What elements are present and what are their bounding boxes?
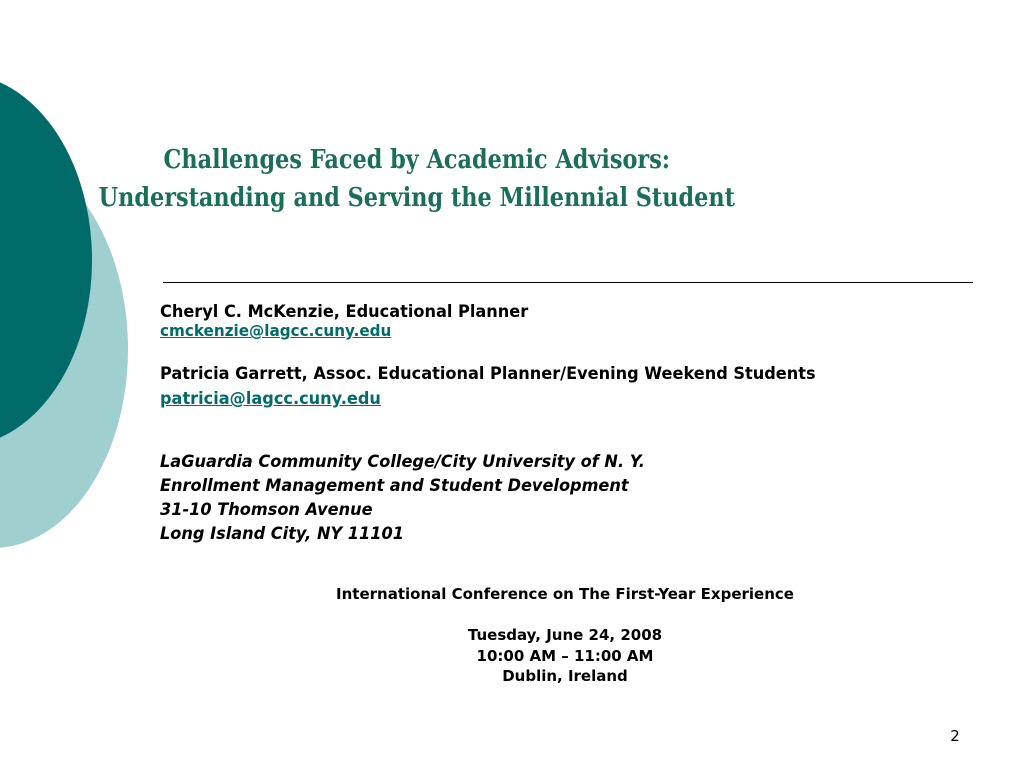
conference-details [240, 625, 890, 687]
title-line-2: Understanding and Serving the Millennial Student [98, 183, 735, 213]
horizontal-divider [163, 282, 973, 283]
address-line-4: Long Island City, NY 11101 [160, 524, 404, 544]
presenter-1-name-role: Cheryl C. McKenzie, Educational Planner [160, 302, 529, 322]
conference-date: Tuesday, June 24, 2008 [467, 626, 663, 644]
presenter-2-name-role: Patricia Garrett, Assoc. Educational Planner/Evening Weekend Students [160, 364, 816, 384]
presenter-1 [160, 302, 528, 340]
presenter-1-email-link[interactable]: cmckenzie@lagcc.cuny.edu [160, 321, 392, 340]
address-line-3: 31-10 Thomson Avenue [160, 500, 373, 520]
address-line-1: LaGuardia Community College/City University of N. Y. [160, 452, 645, 472]
conference-name: International Conference on The First-Year Experience [336, 585, 794, 603]
presenter-2 [160, 364, 816, 409]
institution-address [160, 450, 645, 546]
slide-number: 2 [950, 727, 960, 745]
conference-time: 10:00 AM – 11:00 AM [476, 646, 654, 665]
address-line-2: Enrollment Management and Student Development [160, 476, 629, 496]
presenter-2-email-link[interactable]: patricia@lagcc.cuny.edu [160, 389, 381, 409]
title-line-1: Challenges Faced by Academic Advisors: [163, 145, 671, 175]
slide-title [90, 141, 744, 217]
conference-location: Dublin, Ireland [502, 667, 628, 685]
